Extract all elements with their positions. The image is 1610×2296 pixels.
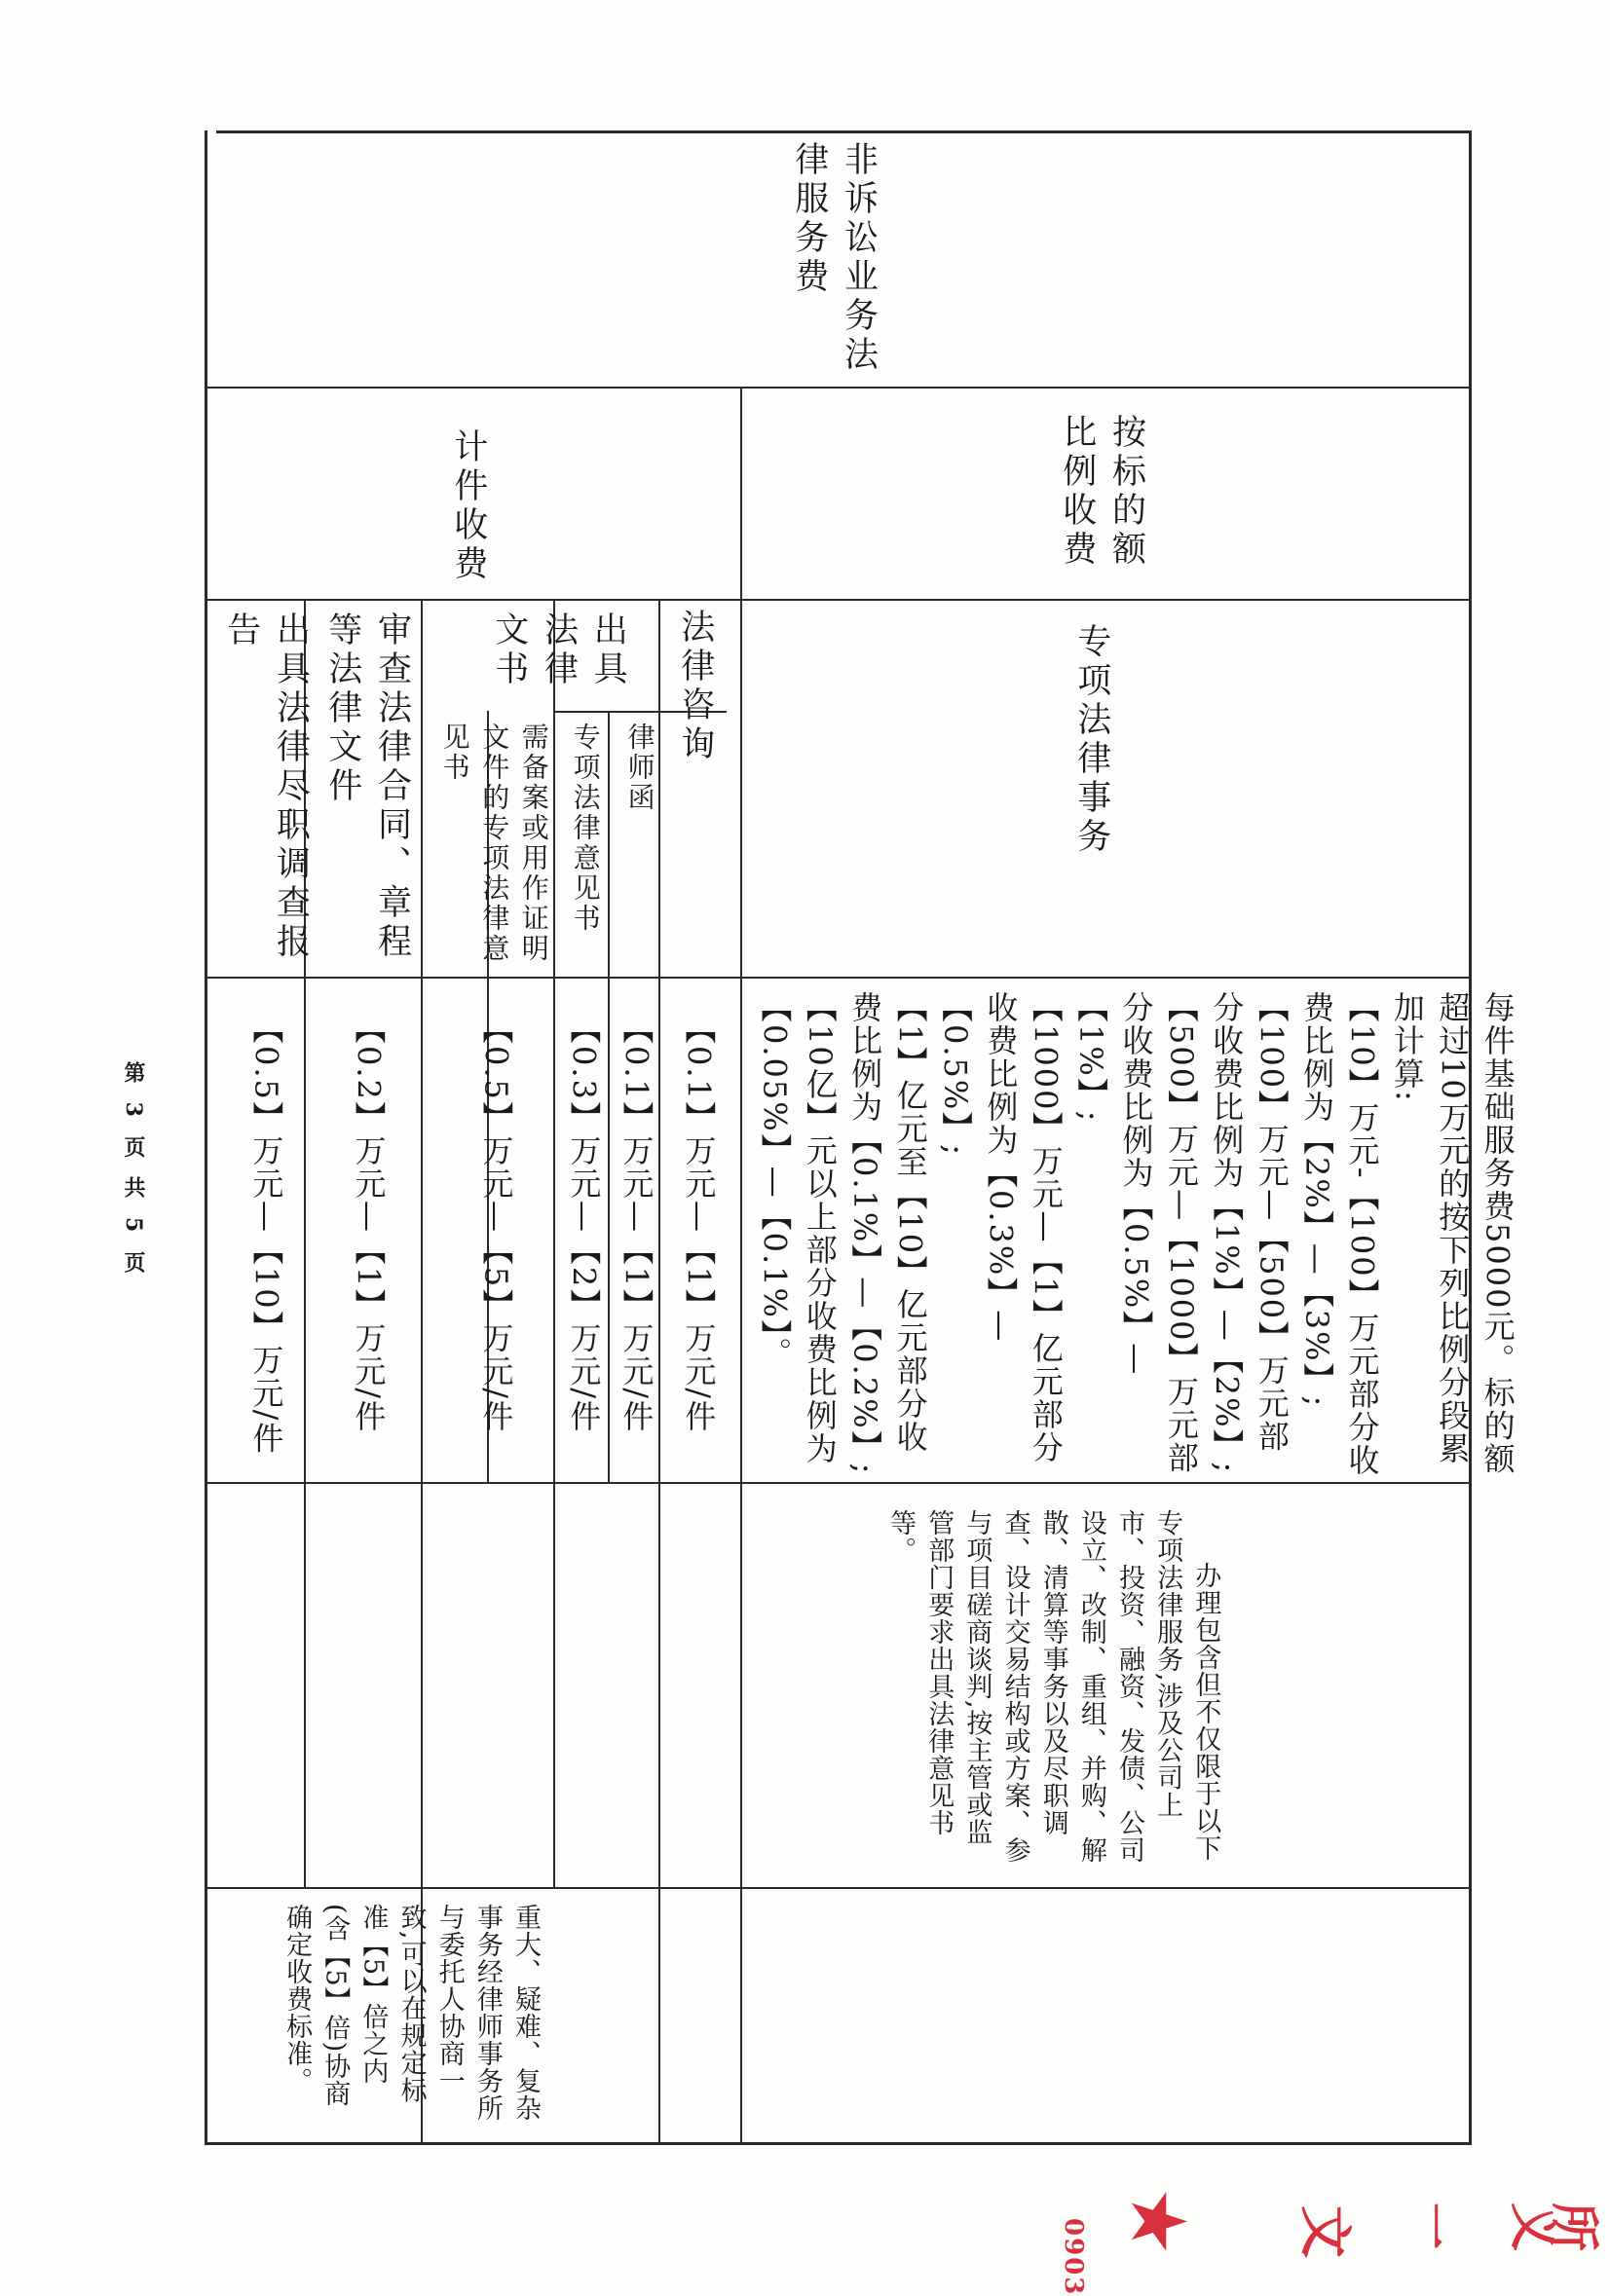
fee-review: 【0.2】万元—【1】万元/件 [350, 1013, 388, 1434]
fee-special-line: 【1】亿元至【10】亿元部分收费比例为【0.1%】—【0.2%】; [846, 991, 929, 1476]
fee-special-intro: 每件基础服务费5000元。标的额超过10万元的按下列比例分段累加计算: [1388, 991, 1516, 1476]
fee-consult: 【0.1】万元—【1】万元/件 [680, 1013, 718, 1434]
seal-fragment: 所 [1546, 2203, 1603, 2251]
fee-certified-opinion: 【0.5】万元—【5】万元/件 [477, 1013, 515, 1434]
table-border-left [205, 130, 207, 2145]
fee-special-line: 【500】万元—【1000】万元部分收费比例为【0.5%】—【1%】; [1072, 991, 1200, 1475]
seal-fragment: ★ [1118, 2191, 1199, 2252]
method-proportional-label: 按标的额比例收费 [1057, 414, 1146, 570]
fee-special-line: 【10亿】元以上部分收费比例为【0.05%】—【0.1%】。 [756, 991, 839, 1465]
fee-special-opinion: 【0.3】万元—【2】万元/件 [565, 1013, 603, 1434]
fee-special-block [752, 991, 1520, 1478]
row-line-method [207, 599, 1469, 601]
remark-complex: 重大、疑难、复杂事务经律师事务所与委托人协商一致,可以在规定标准【5】倍之内(含【5】倍)协商确定收费标准。 [281, 1904, 541, 2122]
item-special-label: 专项法律事务 [1071, 623, 1111, 857]
sub-special-opinion-label: 专项法律意见书 [569, 722, 602, 934]
col-line-issue [553, 601, 555, 1889]
item-due-diligence-label: 出具法律尽职调查报告 [221, 611, 311, 962]
page-footer: 第 3 页 共 5 页 [121, 1061, 146, 1278]
col-line-sub-a [608, 711, 610, 1484]
method-per-piece-label: 计件收费 [448, 428, 488, 584]
seal-fragment: 0903 [1059, 2218, 1088, 2296]
desc-special: 办理包含但不仅限于以下专项法律服务,涉及公司上市、投资、融资、发债、公司设立、改制、重组、并购、解散、清算等事务以及尽职调查、设计交易结构或方案、参与项目磋商谈判,按主管或监管部门要求出具法律意见书等。 [885, 1509, 1221, 1864]
sub-lawyer-letter-label: 律师函 [623, 722, 656, 813]
item-issue-doc-label: 出具法律文书 [489, 611, 628, 689]
col-line-method [740, 389, 742, 2144]
fee-lawyer-letter: 【0.1】万元—【1】万元/件 [618, 1013, 655, 1434]
table-border-bottom [205, 2142, 1471, 2145]
sub-certified-opinion-label: 需备案或用作证明文件的专项法律意见书 [438, 722, 550, 964]
row-line-desc [207, 1887, 1469, 1889]
table-border-top [216, 130, 1471, 133]
row-line-category [207, 387, 1469, 389]
fee-special-line: 【100】万元—【500】万元部分收费比例为【1%】—【2%】; [1208, 991, 1291, 1475]
seal-fragment: 义 [1505, 2203, 1562, 2251]
category-label: 非诉讼业务法律服务费 [789, 141, 879, 375]
item-review-label: 审查法律合同、章程等法律文件 [322, 611, 412, 962]
seal-fragment: 一 [1405, 2203, 1460, 2250]
fee-special-line: 【1000】万元—【1】亿元部分收费比例为【0.3%】—【0.5%】; [936, 991, 1065, 1464]
seal-fragment: 文 [1294, 2205, 1357, 2258]
fee-special-line: 【10】万元-【100】万元部分收费比例为【2%】—【3%】; [1298, 991, 1381, 1477]
fee-due-diligence: 【0.5】万元—【10】万元/件 [247, 1013, 285, 1456]
item-consult-label: 法律咨询 [675, 609, 715, 764]
row-line-fee [207, 1482, 1469, 1484]
